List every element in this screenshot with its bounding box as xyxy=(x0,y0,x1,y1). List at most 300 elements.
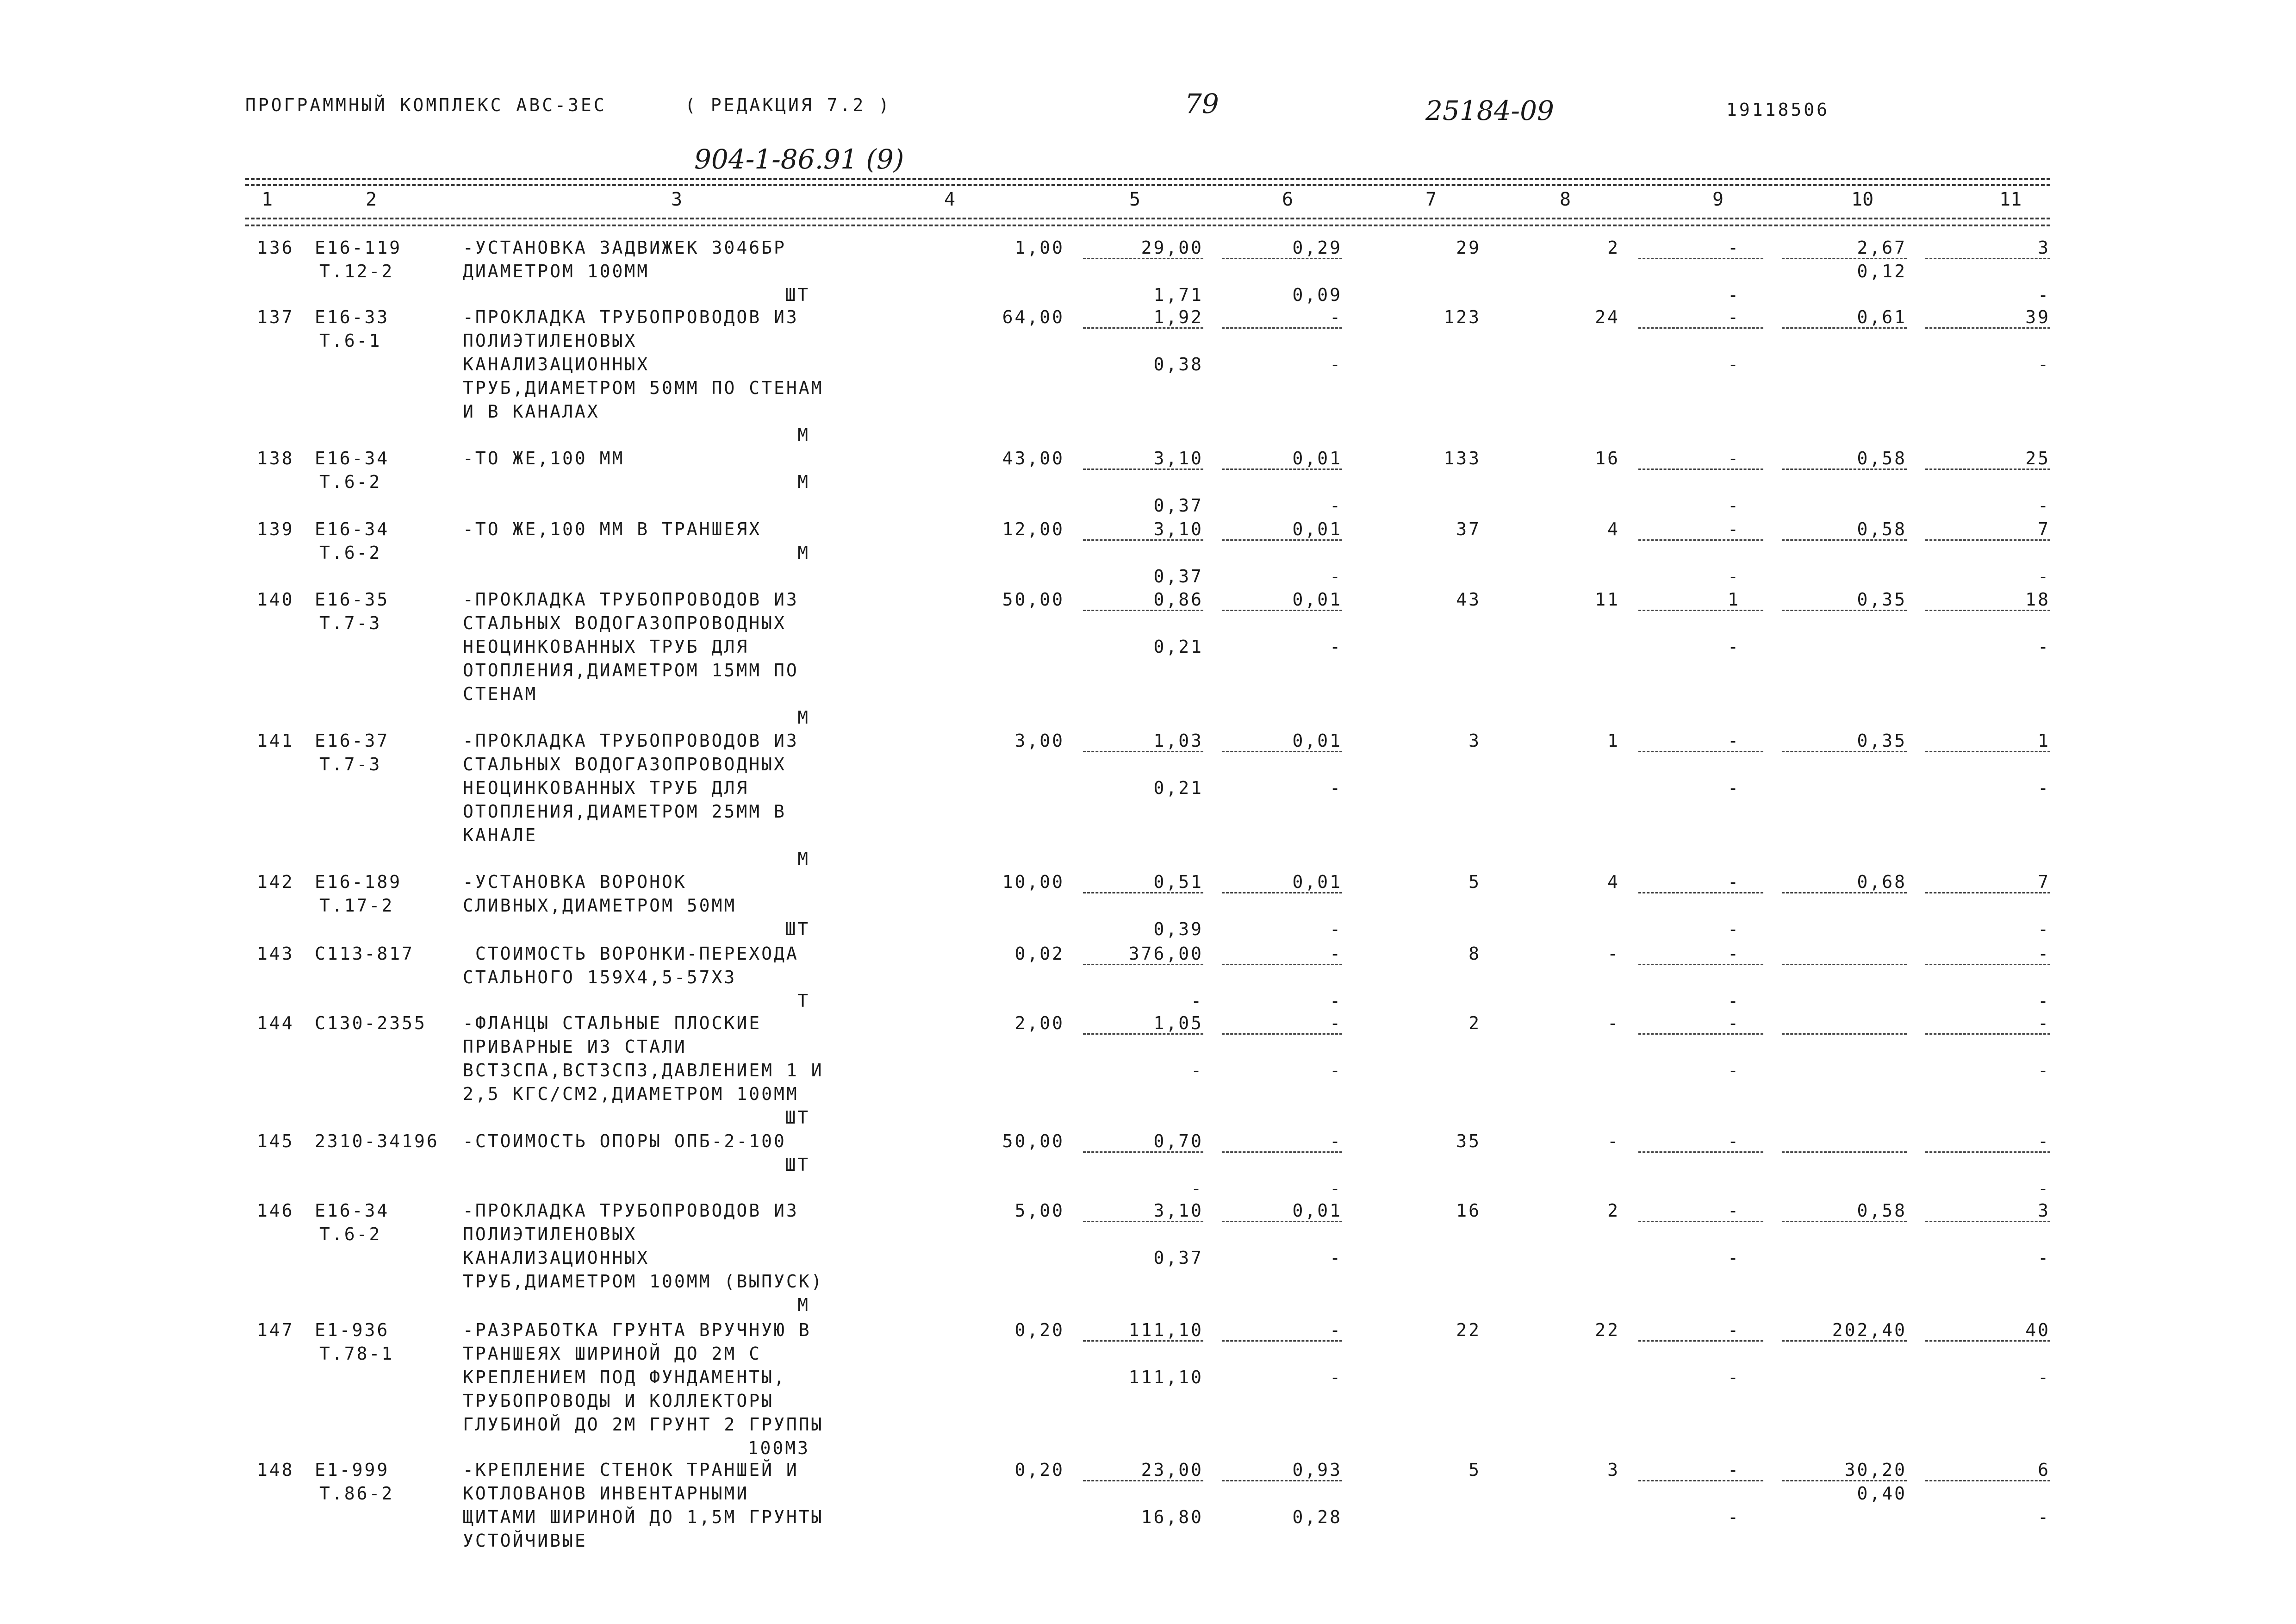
work-description-line: ОТОПЛЕНИЯ,ДИАМЕТРОМ 15ММ ПО xyxy=(463,660,799,681)
quantity: 64,00 xyxy=(1002,307,1064,327)
column-header-3: 3 xyxy=(671,189,683,210)
unit-cost: 3,10 xyxy=(1153,1200,1203,1221)
machine-cost: 0,01 xyxy=(1292,731,1342,751)
total-cost: 43 xyxy=(1456,589,1481,610)
dashed-separator xyxy=(1222,610,1342,611)
dashed-separator xyxy=(1925,1221,2050,1222)
dashed-separator xyxy=(1222,1151,1342,1153)
column-header-4: 4 xyxy=(944,189,956,210)
unit-of-measure: М xyxy=(797,472,810,492)
work-description-line: -ТО ЖЕ,100 ММ xyxy=(463,448,625,468)
work-description-line: И В КАНАЛАХ xyxy=(463,401,600,422)
labor-hours: 2,67 xyxy=(1857,237,1907,258)
dashed-separator xyxy=(1222,751,1342,752)
machine-cost: 0,29 xyxy=(1292,237,1342,258)
dashed-separator xyxy=(1638,539,1763,541)
work-description-line: СТОИМОСТЬ ВОРОНКИ-ПЕРЕХОДА xyxy=(463,943,799,964)
col9-value: - xyxy=(1728,448,1740,468)
dashed-separator xyxy=(1083,892,1203,893)
machine-cost: 0,01 xyxy=(1292,1200,1342,1221)
column-header-11: 11 xyxy=(1999,189,2022,210)
total-wages: 2 xyxy=(1607,237,1620,258)
rate-code: Е1-936 xyxy=(315,1320,390,1340)
column-header-10: 10 xyxy=(1851,189,1874,210)
dashed-separator xyxy=(1083,751,1203,752)
dashed-separator xyxy=(1222,1221,1342,1222)
page-number: 79 xyxy=(1185,88,1219,119)
col9-value: - xyxy=(1728,872,1740,892)
work-description-line: -УСТАНОВКА ЗАДВИЖЕК 3046БР xyxy=(463,237,786,258)
total-wages: 4 xyxy=(1607,872,1620,892)
total-labor: 3 xyxy=(2038,1200,2050,1221)
rate-code: Е16-119 xyxy=(315,237,402,258)
dashed-separator xyxy=(1925,751,2050,752)
total-cost: 35 xyxy=(1456,1131,1481,1151)
work-description-line: ТРУБОПРОВОДЫ И КОЛЛЕКТОРЫ xyxy=(463,1391,774,1411)
row-number: 147 xyxy=(257,1320,294,1340)
work-description-line: -СТОИМОСТЬ ОПОРЫ ОПБ-2-100 xyxy=(463,1131,786,1151)
machine-cost-wages: - xyxy=(1330,566,1342,587)
total-wages: - xyxy=(1607,1013,1620,1033)
unit-cost: 0,51 xyxy=(1153,872,1203,892)
rate-code: Е16-35 xyxy=(315,589,390,610)
work-description-line: ТРУБ,ДИАМЕТРОМ 100ММ (ВЫПУСК) xyxy=(463,1271,824,1292)
machine-cost: 0,93 xyxy=(1292,1460,1342,1480)
work-description-line: КАНАЛИЗАЦИОННЫХ xyxy=(463,354,650,375)
rate-table-ref: Т.12-2 xyxy=(319,261,394,281)
column-header-8: 8 xyxy=(1560,189,1571,210)
col9-sub: - xyxy=(1728,1367,1740,1387)
labor-hours: 0,61 xyxy=(1857,307,1907,327)
quantity: 43,00 xyxy=(1002,448,1064,468)
quantity: 50,00 xyxy=(1002,1131,1064,1151)
dashed-separator xyxy=(1222,258,1342,259)
machine-cost: - xyxy=(1330,943,1342,964)
unit-cost-wages: 1,71 xyxy=(1153,285,1203,305)
unit-cost: 1,92 xyxy=(1153,307,1203,327)
total-labor: 7 xyxy=(2038,872,2050,892)
dashed-separator xyxy=(1083,1480,1203,1481)
labor-hours: 0,35 xyxy=(1857,731,1907,751)
machine-cost-wages: - xyxy=(1330,778,1342,798)
quantity: 5,00 xyxy=(1014,1200,1064,1221)
total-labor-sub: - xyxy=(2038,1507,2050,1527)
total-labor: 39 xyxy=(2025,307,2050,327)
rate-code: Е1-999 xyxy=(315,1460,390,1480)
labor-hours: 0,68 xyxy=(1857,872,1907,892)
col9-value: - xyxy=(1728,1131,1740,1151)
dashed-separator xyxy=(1782,610,1907,611)
work-description-line: КРЕПЛЕНИЕМ ПОД ФУНДАМЕНТЫ, xyxy=(463,1367,786,1387)
machine-cost-wages: 0,28 xyxy=(1292,1507,1342,1527)
col9-value: - xyxy=(1728,1460,1740,1480)
work-description-line: СТАЛЬНОГО 159Х4,5-57Х3 xyxy=(463,967,737,987)
unit-cost-wages: 16,80 xyxy=(1141,1507,1203,1527)
machine-cost: - xyxy=(1330,1013,1342,1033)
col9-sub: - xyxy=(1728,495,1740,516)
column-header-9: 9 xyxy=(1712,189,1724,210)
column-header-7: 7 xyxy=(1425,189,1437,210)
machine-cost-wages: - xyxy=(1330,637,1342,657)
dashed-separator xyxy=(1638,1221,1763,1222)
code-label: 19118506 xyxy=(1726,100,1830,120)
unit-cost: 1,05 xyxy=(1153,1013,1203,1033)
machine-cost-wages: - xyxy=(1330,919,1342,939)
dashed-separator xyxy=(1925,892,2050,893)
col9-sub: - xyxy=(1728,1060,1740,1081)
total-labor: 1 xyxy=(2038,731,2050,751)
machine-cost: - xyxy=(1330,1320,1342,1340)
total-labor: 6 xyxy=(2038,1460,2050,1480)
unit-cost-wages: 0,39 xyxy=(1153,919,1203,939)
unit-cost-wages: 0,37 xyxy=(1153,495,1203,516)
quantity: 0,20 xyxy=(1014,1460,1064,1480)
machine-cost-wages: - xyxy=(1330,1178,1342,1199)
dashed-separator xyxy=(1222,539,1342,541)
total-labor: - xyxy=(2038,1013,2050,1033)
total-cost: 133 xyxy=(1444,448,1481,468)
col9-sub: - xyxy=(1728,285,1740,305)
machine-cost-wages: - xyxy=(1330,1060,1342,1081)
rate-code: Е16-189 xyxy=(315,872,402,892)
quantity: 1,00 xyxy=(1014,237,1064,258)
work-description-line: -ФЛАНЦЫ СТАЛЬНЫЕ ПЛОСКИЕ xyxy=(463,1013,762,1033)
dashed-separator xyxy=(1638,610,1763,611)
dashed-separator xyxy=(1222,964,1342,965)
unit-of-measure: ШТ xyxy=(785,1107,810,1128)
col9-sub: - xyxy=(1728,1507,1740,1527)
doc-number: 25184-09 xyxy=(1425,95,1554,126)
quantity: 12,00 xyxy=(1002,519,1064,539)
column-header-2: 2 xyxy=(366,189,377,210)
unit-cost: 23,00 xyxy=(1141,1460,1203,1480)
col9-value: - xyxy=(1728,1200,1740,1221)
total-labor: 40 xyxy=(2025,1320,2050,1340)
column-header-1: 1 xyxy=(261,189,273,210)
work-description-line: ПРИВАРНЫЕ ИЗ СТАЛИ xyxy=(463,1037,687,1057)
total-wages: 1 xyxy=(1607,731,1620,751)
rate-table-ref: Т.7-3 xyxy=(319,613,382,633)
total-cost: 37 xyxy=(1456,519,1481,539)
work-description-line: СЛИВНЫХ,ДИАМЕТРОМ 50ММ xyxy=(463,895,737,916)
dashed-separator xyxy=(1083,1151,1203,1153)
dashed-separator xyxy=(1782,1480,1907,1481)
dashed-separator xyxy=(1083,258,1203,259)
dashed-separator xyxy=(1782,327,1907,329)
unit-of-measure: 100М3 xyxy=(747,1438,810,1458)
dashed-separator xyxy=(1222,1480,1342,1481)
work-description-line: СТЕНАМ xyxy=(463,684,538,704)
work-description-line: НЕОЦИНКОВАННЫХ ТРУБ ДЛЯ xyxy=(463,778,749,798)
col9-value: - xyxy=(1728,943,1740,964)
unit-cost-wages: 0,21 xyxy=(1153,637,1203,657)
dashed-separator xyxy=(1925,258,2050,259)
quantity: 2,00 xyxy=(1014,1013,1064,1033)
work-description-line: ОТОПЛЕНИЯ,ДИАМЕТРОМ 25ММ В xyxy=(463,801,786,822)
work-description-line: КАНАЛИЗАЦИОННЫХ xyxy=(463,1248,650,1268)
dashed-separator xyxy=(1638,964,1763,965)
dashed-separator xyxy=(1925,539,2050,541)
total-cost: 3 xyxy=(1468,731,1481,751)
dashed-separator xyxy=(1083,610,1203,611)
dashed-separator xyxy=(1638,258,1763,259)
total-wages: 2 xyxy=(1607,1200,1620,1221)
unit-cost-wages: - xyxy=(1191,1060,1203,1081)
unit-of-measure: М xyxy=(797,1295,810,1315)
rate-code: 2310-34196 xyxy=(315,1131,439,1151)
header-rule-3 xyxy=(245,225,2050,226)
row-number: 141 xyxy=(257,731,294,751)
dashed-separator xyxy=(1083,1221,1203,1222)
work-description-line: -ПРОКЛАДКА ТРУБОПРОВОДОВ ИЗ xyxy=(463,1200,799,1221)
total-labor: 25 xyxy=(2025,448,2050,468)
col9-sub: - xyxy=(1728,991,1740,1011)
dashed-separator xyxy=(1638,1151,1763,1153)
total-cost: 29 xyxy=(1456,237,1481,258)
unit-of-measure: ШТ xyxy=(785,919,810,939)
unit-of-measure: М xyxy=(797,543,810,563)
rate-table-ref: Т.7-3 xyxy=(319,754,382,775)
unit-cost: 0,70 xyxy=(1153,1131,1203,1151)
total-wages: 16 xyxy=(1595,448,1620,468)
rate-table-ref: Т.6-2 xyxy=(319,1224,382,1244)
unit-of-measure: Т xyxy=(797,991,810,1011)
rate-code: Е16-34 xyxy=(315,519,390,539)
column-header-6: 6 xyxy=(1282,189,1294,210)
dashed-separator xyxy=(1925,1340,2050,1342)
work-description-line: -РАЗРАБОТКА ГРУНТА ВРУЧНУЮ В xyxy=(463,1320,811,1340)
work-description-line: ПОЛИЭТИЛЕНОВЫХ xyxy=(463,1224,637,1244)
total-labor-sub: - xyxy=(2038,637,2050,657)
work-description-line: -ПРОКЛАДКА ТРУБОПРОВОДОВ ИЗ xyxy=(463,589,799,610)
unit-cost-wages: - xyxy=(1191,1178,1203,1199)
dashed-separator xyxy=(1638,468,1763,470)
row-number: 137 xyxy=(257,307,294,327)
dashed-separator xyxy=(1782,1340,1907,1342)
total-wages: 24 xyxy=(1595,307,1620,327)
work-description-line: ТРУБ,ДИАМЕТРОМ 50ММ ПО СТЕНАМ xyxy=(463,378,824,398)
machine-cost-wages: 0,09 xyxy=(1292,285,1342,305)
row-number: 140 xyxy=(257,589,294,610)
work-description-line: ВСТ3СПА,ВСТ3СП3,ДАВЛЕНИЕМ 1 И xyxy=(463,1060,824,1081)
total-wages: 3 xyxy=(1607,1460,1620,1480)
row-number: 139 xyxy=(257,519,294,539)
column-header-5: 5 xyxy=(1129,189,1141,210)
header-rule-1 xyxy=(245,184,2050,186)
dashed-separator xyxy=(1638,1033,1763,1035)
work-description-line: -ТО ЖЕ,100 ММ В ТРАНШЕЯХ xyxy=(463,519,762,539)
unit-cost: 376,00 xyxy=(1128,943,1203,964)
unit-cost-wages: 111,10 xyxy=(1128,1367,1203,1387)
dashed-separator xyxy=(1083,327,1203,329)
dashed-separator xyxy=(1782,258,1907,259)
total-labor-sub: - xyxy=(2038,1178,2050,1199)
dashed-separator xyxy=(1638,751,1763,752)
dashed-separator xyxy=(1222,892,1342,893)
dashed-separator xyxy=(1222,327,1342,329)
dashed-separator xyxy=(1222,1033,1342,1035)
total-cost: 5 xyxy=(1468,1460,1481,1480)
work-description-line: -УСТАНОВКА ВОРОНОК xyxy=(463,872,687,892)
work-description-line: СТАЛЬНЫХ ВОДОГАЗОПРОВОДНЫХ xyxy=(463,613,786,633)
dashed-separator xyxy=(1782,751,1907,752)
rate-table-ref: Т.86-2 xyxy=(319,1483,394,1504)
work-description-line: УСТОЙЧИВЫЕ xyxy=(463,1530,587,1551)
work-description-line: ПОЛИЭТИЛЕНОВЫХ xyxy=(463,331,637,351)
unit-cost-wages: 0,37 xyxy=(1153,1248,1203,1268)
rate-table-ref: Т.6-2 xyxy=(319,543,382,563)
row-number: 143 xyxy=(257,943,294,964)
labor-hours: 0,58 xyxy=(1857,1200,1907,1221)
machine-cost: - xyxy=(1330,1131,1342,1151)
col9-value: - xyxy=(1728,731,1740,751)
total-labor: - xyxy=(2038,943,2050,964)
dashed-separator xyxy=(1925,327,2050,329)
total-wages: 4 xyxy=(1607,519,1620,539)
total-cost: 16 xyxy=(1456,1200,1481,1221)
col9-sub: - xyxy=(1728,1248,1740,1268)
quantity: 3,00 xyxy=(1014,731,1064,751)
col9-value: 1 xyxy=(1728,589,1740,610)
total-cost: 2 xyxy=(1468,1013,1481,1033)
dashed-separator xyxy=(1083,1033,1203,1035)
machine-cost-wages: - xyxy=(1330,991,1342,1011)
unit-of-measure: М xyxy=(797,425,810,445)
dashed-separator xyxy=(1782,892,1907,893)
dashed-separator xyxy=(1222,468,1342,470)
unit-cost: 29,00 xyxy=(1141,237,1203,258)
dashed-separator xyxy=(1222,1340,1342,1342)
work-description-line: КАНАЛЕ xyxy=(463,825,538,845)
machine-cost-wages: - xyxy=(1330,1367,1342,1387)
unit-cost-wages: 0,21 xyxy=(1153,778,1203,798)
work-description-line: СТАЛЬНЫХ ВОДОГАЗОПРОВОДНЫХ xyxy=(463,754,786,775)
machine-cost: 0,01 xyxy=(1292,448,1342,468)
quantity: 50,00 xyxy=(1002,589,1064,610)
rate-code: Е16-34 xyxy=(315,448,390,468)
total-cost: 123 xyxy=(1444,307,1481,327)
work-description-line: -ПРОКЛАДКА ТРУБОПРОВОДОВ ИЗ xyxy=(463,307,799,327)
row-number: 144 xyxy=(257,1013,294,1033)
dashed-separator xyxy=(1782,964,1907,965)
dashed-separator xyxy=(1083,1340,1203,1342)
unit-cost: 3,10 xyxy=(1153,519,1203,539)
total-labor-sub: - xyxy=(2038,354,2050,375)
dashed-separator xyxy=(1925,1151,2050,1153)
dashed-separator xyxy=(1782,1033,1907,1035)
dashed-separator xyxy=(1638,1340,1763,1342)
dashed-separator xyxy=(1925,964,2050,965)
dashed-separator xyxy=(1782,468,1907,470)
program-title: ПРОГРАММНЫЙ КОМПЛЕКС АВС-3ЕС xyxy=(245,95,607,115)
dashed-separator xyxy=(1638,892,1763,893)
unit-of-measure: М xyxy=(797,707,810,728)
total-wages: 11 xyxy=(1595,589,1620,610)
col9-value: - xyxy=(1728,519,1740,539)
machine-cost: 0,01 xyxy=(1292,519,1342,539)
edition-label: ( РЕДАКЦИЯ 7.2 ) xyxy=(685,95,892,115)
work-description-line: КОТЛОВАНОВ ИНВЕНТАРНЫМИ xyxy=(463,1483,749,1504)
total-cost: 8 xyxy=(1468,943,1481,964)
total-labor-sub: - xyxy=(2038,566,2050,587)
quantity: 0,02 xyxy=(1014,943,1064,964)
labor-hours: 30,20 xyxy=(1844,1460,1907,1480)
total-labor-sub: - xyxy=(2038,1367,2050,1387)
rate-code: Е16-37 xyxy=(315,731,390,751)
rate-table-ref: Т.6-2 xyxy=(319,472,382,492)
dashed-separator xyxy=(1782,539,1907,541)
machine-cost: 0,01 xyxy=(1292,589,1342,610)
rate-code: С113-817 xyxy=(315,943,415,964)
total-labor: 7 xyxy=(2038,519,2050,539)
labor-hours: 0,58 xyxy=(1857,519,1907,539)
machine-cost-wages: - xyxy=(1330,495,1342,516)
unit-cost-wages: 0,37 xyxy=(1153,566,1203,587)
machine-cost-wages: - xyxy=(1330,354,1342,375)
dashed-separator xyxy=(1638,327,1763,329)
col9-sub: - xyxy=(1728,354,1740,375)
quantity: 0,20 xyxy=(1014,1320,1064,1340)
total-wages: - xyxy=(1607,1131,1620,1151)
header-rule-2 xyxy=(245,218,2050,219)
work-description-line: НЕОЦИНКОВАННЫХ ТРУБ ДЛЯ xyxy=(463,637,749,657)
machine-cost: 0,01 xyxy=(1292,872,1342,892)
rate-table-ref: Т.6-1 xyxy=(319,331,382,351)
rate-code: С130-2355 xyxy=(315,1013,427,1033)
total-labor-sub: - xyxy=(2038,991,2050,1011)
unit-of-measure: ШТ xyxy=(785,1155,810,1175)
dashed-separator xyxy=(1925,1033,2050,1035)
total-labor: - xyxy=(2038,1131,2050,1151)
work-description-line: ДИАМЕТРОМ 100ММ xyxy=(463,261,650,281)
total-labor: 3 xyxy=(2038,237,2050,258)
col9-value: - xyxy=(1728,1320,1740,1340)
total-labor-sub: - xyxy=(2038,1248,2050,1268)
unit-cost: 111,10 xyxy=(1128,1320,1203,1340)
row-number: 146 xyxy=(257,1200,294,1221)
machine-cost: - xyxy=(1330,307,1342,327)
unit-cost: 1,03 xyxy=(1153,731,1203,751)
col9-value: - xyxy=(1728,237,1740,258)
row-number: 145 xyxy=(257,1131,294,1151)
table-top-rule xyxy=(245,178,2050,180)
labor-hours: 202,40 xyxy=(1832,1320,1907,1340)
project-number: 904-1-86.91 (9) xyxy=(694,144,904,175)
unit-of-measure: М xyxy=(797,849,810,869)
total-labor-sub: - xyxy=(2038,495,2050,516)
row-number: 138 xyxy=(257,448,294,468)
unit-cost: 0,86 xyxy=(1153,589,1203,610)
total-wages: 22 xyxy=(1595,1320,1620,1340)
dashed-separator xyxy=(1083,468,1203,470)
total-labor-sub: - xyxy=(2038,778,2050,798)
col9-sub: - xyxy=(1728,637,1740,657)
labor-hours: 0,35 xyxy=(1857,589,1907,610)
col9-sub: - xyxy=(1728,566,1740,587)
total-cost: 5 xyxy=(1468,872,1481,892)
dashed-separator xyxy=(1782,1151,1907,1153)
labor-hours-sub: 0,40 xyxy=(1857,1483,1907,1504)
total-labor-sub: - xyxy=(2038,919,2050,939)
total-labor-sub: - xyxy=(2038,1060,2050,1081)
dashed-separator xyxy=(1782,1221,1907,1222)
rate-table-ref: Т.78-1 xyxy=(319,1343,394,1364)
quantity: 10,00 xyxy=(1002,872,1064,892)
col9-value: - xyxy=(1728,307,1740,327)
dashed-separator xyxy=(1925,1480,2050,1481)
total-labor: 18 xyxy=(2025,589,2050,610)
rate-table-ref: Т.17-2 xyxy=(319,895,394,916)
